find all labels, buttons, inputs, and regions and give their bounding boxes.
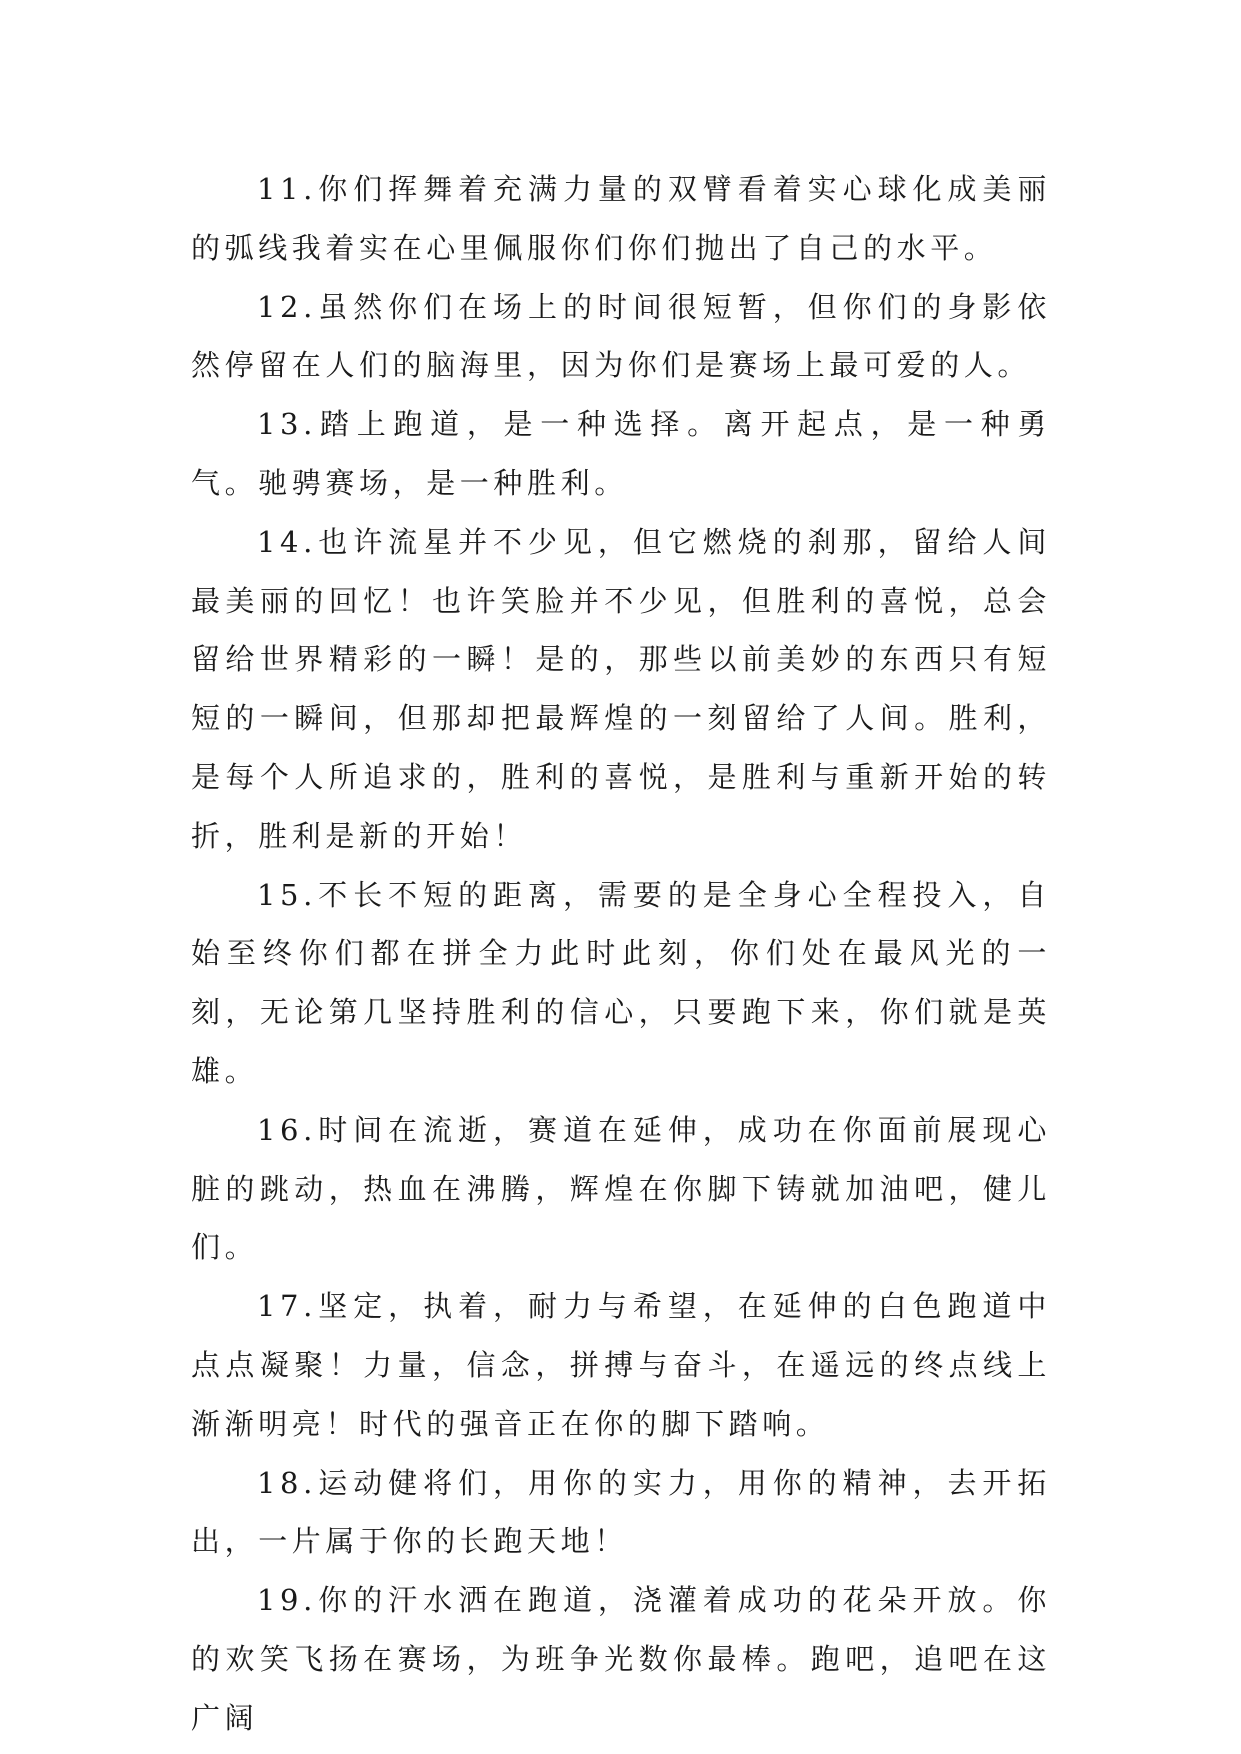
paragraph-13: 13.踏上跑道，是一种选择。离开起点，是一种勇气。驰骋赛场，是一种胜利。 bbox=[191, 407, 1051, 500]
paragraph-15: 15.不长不短的距离，需要的是全身心全程投入，自始至终你们都在拼全力此时此刻，你们处在最风光的一刻，无论第几坚持胜利的信心，只要跑下来，你们就是英雄。 bbox=[191, 877, 1051, 1088]
document-body bbox=[191, 160, 1051, 1748]
paragraph-19: 19.你的汗水洒在跑道，浇灌着成功的花朵开放。你的欢笑飞扬在赛场，为班争光数你最棒。跑吧，追吧在这广阔 bbox=[191, 1583, 1051, 1735]
paragraph-18: 18.运动健将们，用你的实力，用你的精神，去开拓出，一片属于你的长跑天地！ bbox=[191, 1465, 1051, 1559]
paragraph-12: 12.虽然你们在场上的时间很短暂，但你们的身影依然停留在人们的脑海里，因为你们是赛场上最可爱的人。 bbox=[191, 289, 1051, 383]
paragraph-16: 16.时间在流逝，赛道在延伸，成功在你面前展现心脏的跳动，热血在沸腾，辉煌在你脚下铸就加油吧，健儿们。 bbox=[191, 1112, 1051, 1265]
paragraph-14: 14.也许流星并不少见，但它燃烧的刹那，留给人间最美丽的回忆！也许笑脸并不少见，但胜利的喜悦，总会留给世界精彩的一瞬！是的，那些以前美妙的东西只有短短的一瞬间，但那却把最辉煌的一刻留给了人间。胜利，是每个人所追求的，胜利的喜悦，是胜利与重新开始的转折，胜利是新的开始！ bbox=[191, 524, 1051, 853]
paragraph-11: 11.你们挥舞着充满力量的双臂看着实心球化成美丽的弧线我着实在心里佩服你们你们抛出了自己的水平。 bbox=[191, 172, 1051, 265]
paragraph-17: 17.坚定，执着，耐力与希望，在延伸的白色跑道中点点凝聚！力量，信念，拼搏与奋斗，在遥远的终点线上渐渐明亮！时代的强音正在你的脚下踏响。 bbox=[191, 1289, 1051, 1441]
